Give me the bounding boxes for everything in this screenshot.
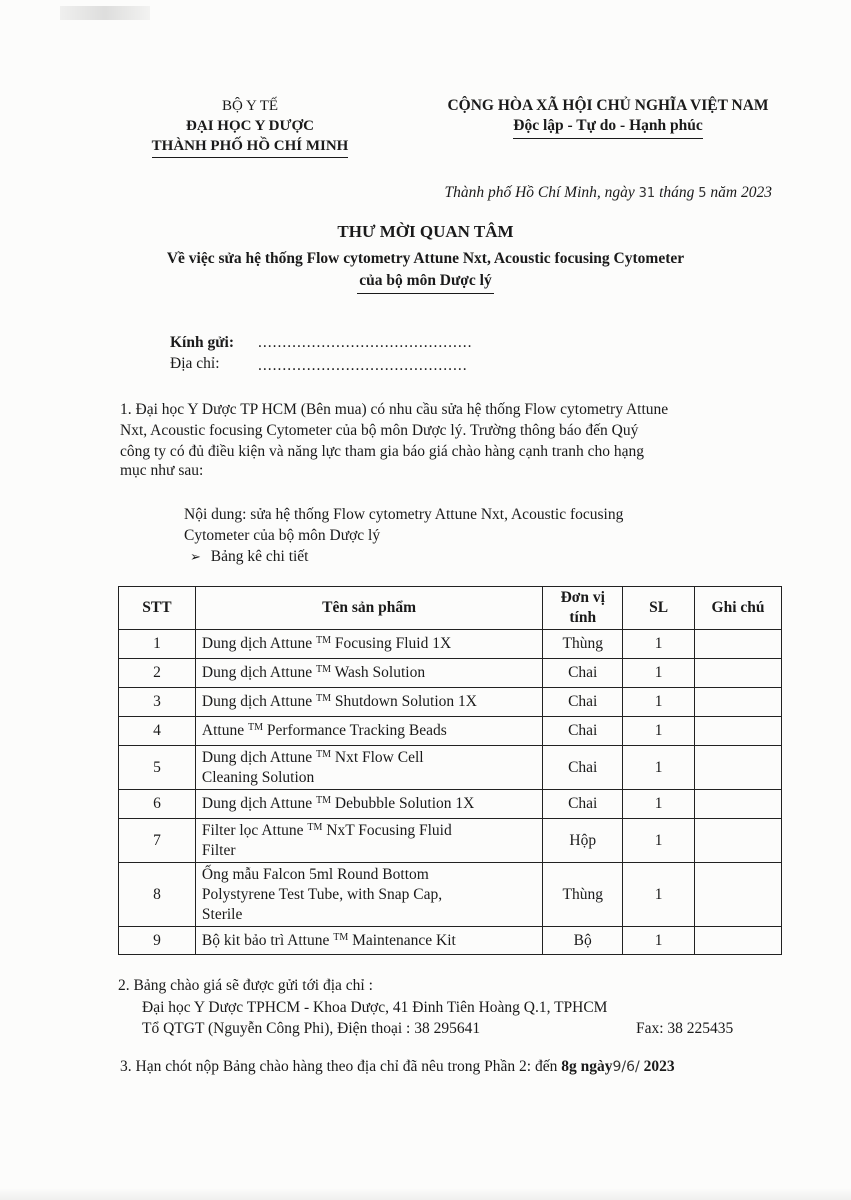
col-header-stt: STT xyxy=(119,587,196,630)
content-line2: Cytometer của bộ môn Dược lý xyxy=(184,527,381,544)
product-name: Dung dịch Attune ™ Focusing Fluid 1X xyxy=(195,630,542,659)
col-header-unit: Đơn vị tính xyxy=(543,587,623,630)
section1-line4: mục như sau: xyxy=(120,462,204,479)
section1-line2: Nxt, Acoustic focusing Cytometer của bộ môn Dược lý. Trường thông báo đến Quý xyxy=(120,422,639,439)
table-row: 5 Dung dịch Attune ™ Nxt Flow Cell Cleaning Solution Chai 1 xyxy=(119,746,782,790)
product-name: Dung dịch Attune ™ Shutdown Solution 1X xyxy=(195,688,542,717)
date-line: Thành phố Hồ Chí Minh, ngày 31 tháng 5 năm 2023 xyxy=(444,184,772,201)
section2-line2: Đại học Y Dược TPHCM - Khoa Dược, 41 Đinh Tiên Hoàng Q.1, TPHCM xyxy=(142,999,608,1016)
product-name: Ống mẫu Falcon 5ml Round Bottom Polystyrene Test Tube, with Snap Cap, Sterile xyxy=(195,863,542,927)
product-name: Dung dịch Attune ™ Wash Solution xyxy=(195,659,542,688)
address-label: Địa chỉ: xyxy=(170,355,220,372)
table-row: 6 Dung dịch Attune ™ Debubble Solution 1X Chai 1 xyxy=(119,790,782,819)
product-name: Filter lọc Attune ™ NxT Focusing Fluid Filter xyxy=(195,819,542,863)
table-row: 8 Ống mẫu Falcon 5ml Round Bottom Polystyrene Test Tube, with Snap Cap, Sterile Thùng 1 xyxy=(119,863,782,927)
table-row: 4 Attune ™ Performance Tracking Beads Chai 1 xyxy=(119,717,782,746)
table-row: 9 Bộ kit bảo trì Attune ™ Maintenance Kit Bộ 1 xyxy=(119,927,782,955)
national-motto-block xyxy=(418,96,798,139)
handwritten-deadline: 9/6/ xyxy=(612,1059,640,1075)
table-row: 7 Filter lọc Attune ™ NxT Focusing Fluid Filter Hộp 1 xyxy=(119,819,782,863)
handwritten-day: 31 xyxy=(638,186,656,201)
arrow-bullet-icon: ➢ xyxy=(190,550,201,565)
letter-title: THƯ MỜI QUAN TÂM xyxy=(337,222,514,241)
motto: Độc lập - Tự do - Hạnh phúc xyxy=(418,116,798,139)
handwritten-month: 5 xyxy=(698,186,707,201)
section2-line1: 2. Bảng chào giá sẽ được gửi tới địa chỉ : xyxy=(118,977,373,994)
table-header-row xyxy=(119,587,782,630)
bullet-line: ➢ Bảng kê chi tiết xyxy=(190,548,309,565)
city-name: THÀNH PHỐ HỒ CHÍ MINH xyxy=(150,136,350,158)
col-header-qty: SL xyxy=(623,587,695,630)
table-row: 3 Dung dịch Attune ™ Shutdown Solution 1X Chai 1 xyxy=(119,688,782,717)
scan-artifact xyxy=(60,6,150,20)
section1-line3: công ty có đủ điều kiện và năng lực tham gia báo giá chào hàng cạnh tranh cho hạng xyxy=(120,443,645,460)
product-name: Dung dịch Attune ™ Nxt Flow Cell Cleaning Solution xyxy=(195,746,542,790)
issuer-block xyxy=(150,96,350,158)
col-header-product: Tên sản phẩm xyxy=(195,587,542,630)
product-name: Bộ kit bảo trì Attune ™ Maintenance Kit xyxy=(195,927,542,955)
section2-line3: Tổ QTGT (Nguyễn Công Phi), Điện thoại : 38 295641 xyxy=(142,1020,481,1037)
university-name: ĐẠI HỌC Y DƯỢC xyxy=(186,118,314,134)
product-name: Dung dịch Attune ™ Debubble Solution 1X xyxy=(195,790,542,819)
table-row: 2 Dung dịch Attune ™ Wash Solution Chai 1 xyxy=(119,659,782,688)
letter-subject: Về việc sửa hệ thống Flow cytometry Attune Nxt, Acoustic focusing Cytometer xyxy=(166,250,685,267)
fax-number: Fax: 38 225435 xyxy=(636,1020,734,1037)
table-row: 1 Dung dịch Attune ™ Focusing Fluid 1X Thùng 1 xyxy=(119,630,782,659)
section3-line: 3. Hạn chót nộp Bảng chào hàng theo địa chỉ đã nêu trong Phần 2: đến 8g ngày9/6/ 2023 xyxy=(120,1058,675,1075)
section1-line1: 1. Đại học Y Dược TP HCM (Bên mua) có nhu cầu sửa hệ thống Flow cytometry Attune xyxy=(120,401,669,418)
address-blank: ........................................... xyxy=(258,357,468,374)
scan-artifact xyxy=(0,1188,851,1200)
product-name: Attune ™ Performance Tracking Beads xyxy=(195,717,542,746)
recipient-label: Kính gửi: xyxy=(170,334,234,351)
content-line1: Nội dung: sửa hệ thống Flow cytometry Attune Nxt, Acoustic focusing xyxy=(184,506,624,523)
country-name: CỘNG HÒA XÃ HỘI CHỦ NGHĨA VIỆT NAM xyxy=(447,97,769,114)
ministry-name: BỘ Y TẾ xyxy=(221,98,279,114)
letter-subject-line2: của bộ môn Dược lý xyxy=(0,272,851,294)
col-header-note: Ghi chú xyxy=(695,587,782,630)
items-table xyxy=(118,586,782,955)
recipient-blank: ............................................ xyxy=(258,334,473,351)
